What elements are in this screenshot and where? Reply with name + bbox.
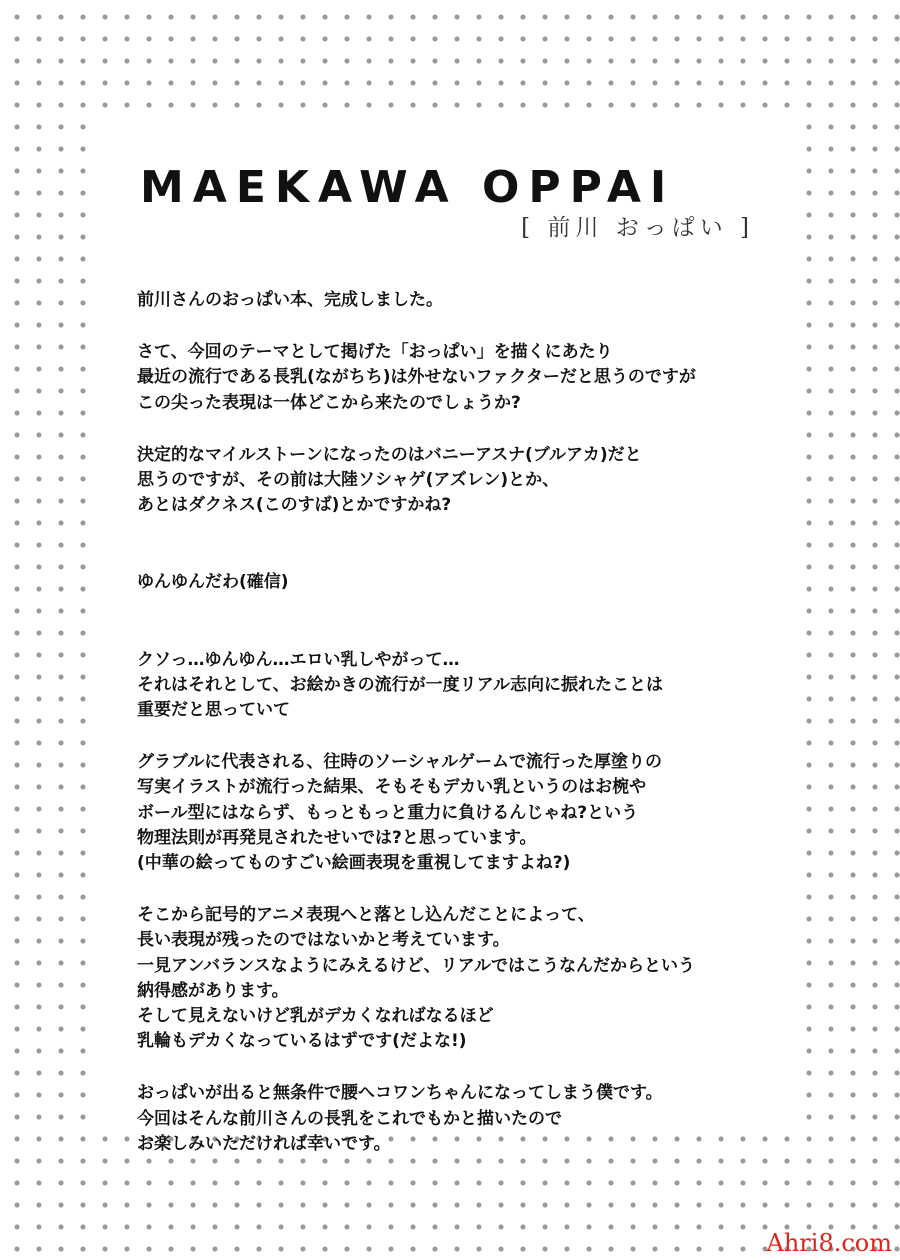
text-line: 思うのですが、その前は大陸ソシャゲ(アズレン)とか、 <box>137 470 560 491</box>
paragraph-6 <box>137 750 787 876</box>
afterword-body <box>137 288 787 1157</box>
text-line: ボール型にはならず、もっともっと重力に負けるんじゃね?という <box>137 802 639 823</box>
text-line: クソっ…ゆんゆん…エロい乳しやがって… <box>137 649 460 670</box>
text-line: 写実イラストが流行った結果、そもそもデカい乳というのはお椀や <box>137 777 647 798</box>
text-line: お楽しみいただければ幸いです。 <box>137 1133 391 1154</box>
text-line: ゆんゆんだわ(確信) <box>137 572 289 593</box>
text-line: 前川さんのおっぱい本、完成しました。 <box>137 290 443 310</box>
paragraph-8 <box>137 1081 787 1157</box>
text-line: (中華の絵ってものすごい絵画表現を重視してますよね?) <box>137 853 571 874</box>
text-line: おっぱいが出ると無条件で腰へコワンちゃんになってしまう僕です。 <box>137 1083 663 1104</box>
text-line: 決定的なマイルストーンになったのはバニーアスナ(ブルアカ)だと <box>137 444 642 465</box>
text-panel <box>100 122 800 1154</box>
text-line: 物理法則が再発見されたせいでは?と思っています。 <box>137 827 537 848</box>
text-line: 納得感があります。 <box>137 980 289 1001</box>
paragraph-4 <box>137 570 787 595</box>
text-line: 長い表現が残ったのではないかと考えています。 <box>137 930 510 951</box>
paragraph-1 <box>137 288 787 313</box>
text-line: それはそれとして、お絵かきの流行が一度リアル志向に振れたことは <box>137 674 663 695</box>
watermark-text: Ahri8.com <box>766 1229 892 1257</box>
text-line: 最近の流行である長乳(ながちち)は外せないファクターだと思うのですが <box>137 367 696 388</box>
paragraph-7 <box>137 903 787 1054</box>
text-line: 一見アンバランスなようにみえるけど、リアルではこうなんだからという <box>137 955 695 976</box>
page-subtitle: [ 前川 おっぱい ] <box>521 215 754 241</box>
text-line: この尖った表現は一体どこから来たのでしょうか? <box>137 392 521 413</box>
text-line: あとはダクネス(このすば)とかですかね? <box>137 495 452 516</box>
text-line: そこから記号的アニメ表現へと落とし込んだことによって、 <box>137 905 595 926</box>
paragraph-2 <box>137 340 787 416</box>
text-line: 乳輪もデカくなっているはずです(だよな!) <box>137 1031 467 1052</box>
text-line: 重要だと思っていて <box>137 700 290 721</box>
text-line: 今回はそんな前川さんの長乳をこれでもかと描いたので <box>137 1108 562 1129</box>
text-line: そして見えないけど乳がデカくなればなるほど <box>137 1006 494 1027</box>
text-line: さて、今回のテーマとして掲げた「おっぱい」を描くにあたり <box>137 342 613 363</box>
text-line: グラブルに代表される、往時のソーシャルゲームで流行った厚塗りの <box>137 752 662 773</box>
paragraph-3 <box>137 443 787 519</box>
page-title: MAEKAWA OPPAI <box>140 162 676 213</box>
paragraph-5 <box>137 648 787 724</box>
